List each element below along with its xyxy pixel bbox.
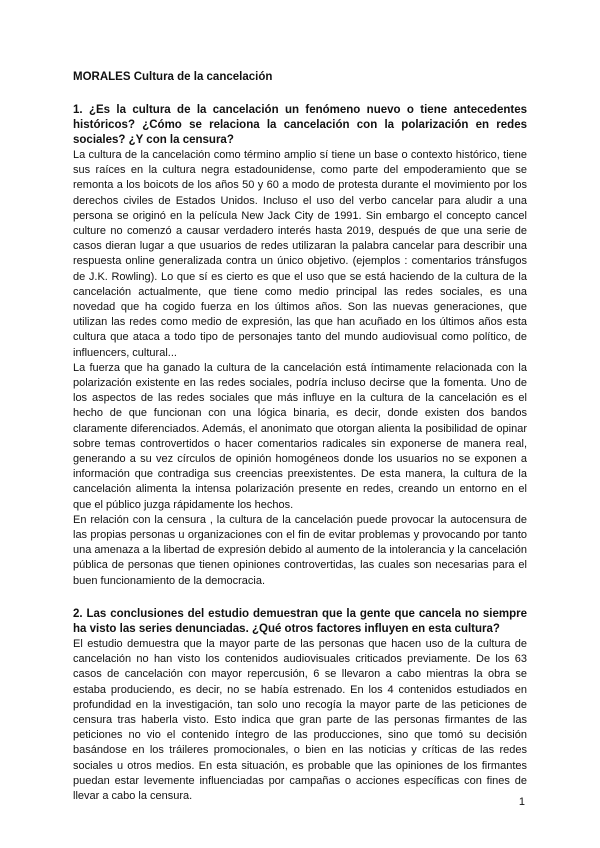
section-2-paragraph-1: El estudio demuestra que la mayor parte de las personas que hacen uso de la cultura de cancelación no han visto los contenidos audiovisuales criticados previamente. De los 63 casos de cancelación con mayor repercusión, 6 se llevaron a cabo mientras la obra se estaba produciendo, es decir, no se había estrenado. En los 4 contenidos estudiados en profundidad en la investigación, tan solo uno recogía la mayor parte de las peticiones de censura tras haberla visto. Esto indica que gran parte de las personas firmantes de las peticiones no vio el contenido íntegro de las producciones, sino que tomó su decisión basándose en los tráileres promocionales, o bien en las noticias y críticas de las redes sociales u otros medios. En esta situación, es probable que las opiniones de los firmantes puedan estar levemente influenciadas por campañas o acciones específicas con fines de llevar a cabo la censura. xyxy=(73,637,527,802)
page-number: 1 xyxy=(518,796,525,808)
section-2-heading: 2. Las conclusiones del estudio demuestran que la gente que cancela no siempre ha visto las series denunciadas. ¿Qué otros factores influyen en esta cultura? xyxy=(73,607,527,635)
section-1-heading: 1. ¿Es la cultura de la cancelación un fenómeno nuevo o tiene antecedentes históricos? ¿Cómo se relaciona la cancelación con la polarización en redes sociales? ¿Y con la censura? xyxy=(73,104,527,146)
section-1-paragraph-2: La fuerza que ha ganado la cultura de la cancelación está íntimamente relacionada con la polarización existente en las redes sociales, podría incluso decirse que la fomenta. Uno de los aspectos de las redes sociales que más influye en la cultura de la cancelación es el hecho de que funcionan con una lógica binaria, es decir, donde existen dos bandos claramente diferenciados. Además, el anonimato que otorgan alienta la posibilidad de opinar sobre temas controvertidos o hacer comentarios radicales sin exponerse de manera real, generando a su vez círculos de opinión homogéneos donde los usuarios no se exponen a información que contradiga sus creencias preexistentes. De esta manera, la cultura de la cancelación alimenta la intensa polarización presente en redes, creando un entorno en el que el público juzga rápidamente los hechos. xyxy=(73,361,527,511)
section-1 xyxy=(73,103,527,589)
section-1-paragraph-3: En relación con la censura , la cultura de la cancelación puede provocar la autocensura de las propias personas u organizaciones con el fin de evitar problemas y provocando por tanto una amenaza a la libertad de expresión debido al aumento de la intolerancia y la cancelación pública de personas que tienen opiniones controvertidas, las cuales son necesarias para el buen funcionamiento de la democracia. xyxy=(73,513,527,587)
section-2 xyxy=(73,607,527,804)
section-spacer xyxy=(73,589,527,607)
document-page xyxy=(73,70,527,804)
document-title: MORALES Cultura de la cancelación xyxy=(73,71,273,83)
section-1-paragraph-1: La cultura de la cancelación como término amplio sí tiene un base o contexto histórico, tiene sus raíces en la cultura negra estadounidense, como parte del empoderamiento que se remonta a los boicots de los años 50 y 60 a modo de protesta durante el movimiento por los derechos civiles de Estados Unidos. Incluso el uso del verbo cancelar para aludir a una persona se originó en la película New Jack City de 1991. Sin embargo el concepto cancel culture no comenzó a causar verdadero interés hasta 2019, después de que una serie de casos dieran lugar a que usuarios de redes utilizaran la palabra cancelar para describir una respuesta online generalizada contra un único objetivo. (ejemplos : comentarios tránsfugos de J.K. Rowling). Lo que sí es cierto es que el uso que se está haciendo de la cultura de la cancelación actualmente, que tiene como medio principal las redes sociales, es una novedad que ha cogido fuerza en los últimos años. Son las nuevas generaciones, que utilizan las redes como medio de expresión, las que han acuñado en los últimos años esta cultura que ataca a todo tipo de personajes tanto del mundo audiovisual como político, de influencers, cultural... xyxy=(73,149,527,359)
